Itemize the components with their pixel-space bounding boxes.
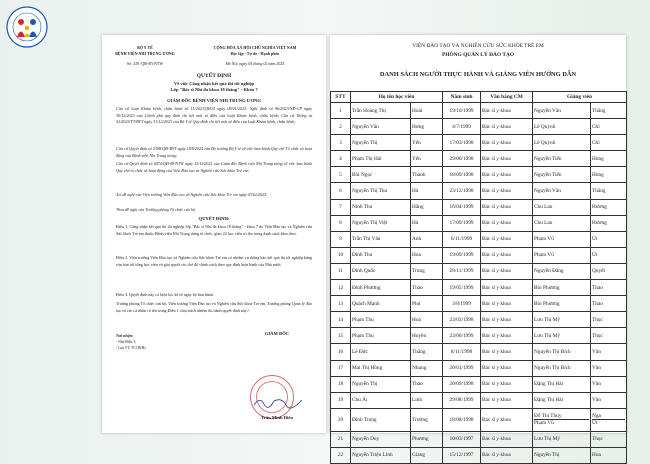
row-student-lastname: Đinh Phương <box>351 280 411 296</box>
row-student-firstname: Hoa <box>411 247 443 263</box>
row-student-lastname: Ninh Thu <box>351 199 411 215</box>
row-birth-date: 16/04/1999 <box>443 199 481 215</box>
row-student-lastname: Bùi Ngọc <box>351 167 411 183</box>
row-birth-date: 6/11/1999 <box>443 231 481 247</box>
row-lecturer-firstname: Hùng <box>591 167 627 183</box>
row-stt: 17 <box>331 360 351 376</box>
row-lecturer-firstname: Út <box>591 247 627 263</box>
recipients-title: Nơi nhận: <box>116 333 134 338</box>
row-student-lastname: Nguyễn Văn <box>351 119 411 135</box>
row-lecturer-lastname: Lưu Thị Mỹ <box>533 312 591 328</box>
decide-heading: QUYẾT ĐỊNH: <box>198 216 230 221</box>
row-student-lastname: Đinh Quốc <box>351 263 411 279</box>
row-student-lastname: Quách Mạnh <box>351 296 411 312</box>
row-lecturer-firstname: Chi <box>591 135 627 151</box>
row-student-lastname: Nguyễn Thị Việt <box>351 215 411 231</box>
table-row <box>331 199 627 215</box>
row-lecturer-firstname-1: Nga <box>592 413 601 420</box>
row-birth-date: 28/11/1999 <box>443 263 481 279</box>
table-row <box>331 135 627 151</box>
row-lecturer-lastname: Nguyễn Tiến <box>533 151 591 167</box>
row-birth-date: 18/08/1998 <box>443 408 481 431</box>
row-degree: Bác sĩ y khoa <box>481 247 533 263</box>
row-lecturer-lastname <box>533 408 591 431</box>
department-name: PHÒNG QUẢN LÝ ĐÀO TẠO <box>441 52 515 58</box>
row-student-firstname: Huyền <box>411 328 443 344</box>
row-stt: 15 <box>331 328 351 344</box>
row-student-firstname: Thảo <box>411 280 443 296</box>
row-lecturer-firstname: Vân <box>591 360 627 376</box>
row-student-lastname: Phạm Thị Hải <box>351 151 411 167</box>
row-stt: 6 <box>331 183 351 199</box>
row-student-firstname: Hưng <box>411 119 443 135</box>
row-stt: 20 <box>331 408 351 431</box>
nation-motto: Độc lập - Tự do - Hạnh phúc <box>230 51 280 56</box>
row-lecturer-lastname: Chu Lan <box>533 215 591 231</box>
row-lecturer-firstname: Vân <box>591 376 627 392</box>
row-lecturer-lastname: Nguyễn Thị Bích <box>533 360 591 376</box>
preamble-2: Căn cứ Quyết định số 2398/QĐ-BYT ngày 18/8/2024 của Bộ trưởng Bộ Y tế về việc ban hành Quy chế Tổ chức và hoạt động của Bệnh viện Nhi Trung ương; <box>116 146 312 158</box>
row-birth-date: 10/03/1997 <box>443 431 481 447</box>
row-student-lastname: Nguyễn Duy <box>351 431 411 447</box>
row-degree: Bác sĩ y khoa <box>481 183 533 199</box>
row-lecturer-lastname: Đặng Thị Hải <box>533 376 591 392</box>
row-lecturer-lastname: Nguyễn Thị <box>533 447 591 463</box>
row-lecturer-firstname: Hoa <box>591 447 627 463</box>
row-student-lastname: Phạm Thu <box>351 328 411 344</box>
row-stt: 9 <box>331 231 351 247</box>
row-student-lastname: Đinh Trọng <box>351 408 411 431</box>
row-degree: Bác sĩ y khoa <box>481 431 533 447</box>
row-degree: Bác sĩ y khoa <box>481 312 533 328</box>
row-student-lastname: Đinh Thu <box>351 247 411 263</box>
row-birth-date: 19/10/1999 <box>443 103 481 119</box>
row-lecturer-firstname-2: Út <box>592 419 625 426</box>
row-stt: 13 <box>331 296 351 312</box>
row-student-firstname: Giang <box>411 447 443 463</box>
row-student-firstname: Hằng <box>411 199 443 215</box>
row-lecturer-lastname: Nguyễn Đăng <box>533 263 591 279</box>
row-student-firstname: Thắng <box>411 344 443 360</box>
row-lecturer-firstname: Thảo <box>591 280 627 296</box>
row-lecturer-firstname: Quyết <box>591 263 627 279</box>
institute-name: VIỆN ĐÀO TẠO VÀ NGHIÊN CỨU SỨC KHỎE TRẺ EM <box>412 43 544 49</box>
table-row <box>331 392 627 408</box>
row-lecturer-lastname-1: Đỗ Thị Thùy <box>534 413 562 420</box>
row-degree: Bác sĩ y khoa <box>481 263 533 279</box>
row-lecturer-lastname: Nguyễn Tiến <box>533 167 591 183</box>
row-birth-date: 4/7/1999 <box>443 119 481 135</box>
row-lecturer-firstname: Hương <box>591 215 627 231</box>
row-student-lastname: Nguyễn Thị <box>351 135 411 151</box>
signer-title: GIÁM ĐỐC <box>264 331 290 336</box>
table-row <box>331 151 627 167</box>
row-lecturer-lastname: Lưu Thị Mỹ <box>533 328 591 344</box>
preamble-4: Xét đề nghị của Viện trưởng Viện Đào tạo và Nghiên cứu Sức khỏe Trẻ em ngày 03/02/2025; <box>116 192 268 197</box>
table-row <box>331 431 627 447</box>
hospital-name: BỆNH VIỆN NHI TRUNG ƯƠNG <box>115 51 175 56</box>
row-lecturer-lastname-2: Phạm Vũ <box>534 419 589 426</box>
preamble-5: Theo đề nghị của Trưởng phòng Tổ chức cán bộ. <box>116 207 197 212</box>
row-student-lastname: Nguyễn Thị Thu <box>351 183 411 199</box>
row-degree: Bác sĩ y khoa <box>481 199 533 215</box>
row-lecturer-firstname <box>591 408 627 431</box>
table-row <box>331 447 627 463</box>
table-row <box>331 167 627 183</box>
list-title: DANH SÁCH NGƯỜI THỰC HÀNH VÀ GIẢNG VIÊN HƯỚNG DẪN <box>379 71 577 78</box>
row-birth-date: 20/01/1999 <box>443 360 481 376</box>
row-student-lastname: Lê Đức <box>351 344 411 360</box>
row-stt: 11 <box>331 263 351 279</box>
row-birth-date: 18/09/1998 <box>443 167 481 183</box>
row-student-firstname: Anh <box>411 231 443 247</box>
row-student-firstname: Phú <box>411 296 443 312</box>
row-lecturer-lastname: Lê Quỳnh <box>533 119 591 135</box>
student-list-document <box>330 35 626 459</box>
header-stt: STT <box>331 92 351 103</box>
decision-title: QUYẾT ĐỊNH <box>196 73 232 79</box>
row-stt: 1 <box>331 103 351 119</box>
article-1: Điều 1. Công nhận kết quả thi tốt nghiệp lớp "Bác sĩ Nhi đa khoa 18 tháng" - khóa 7 do Viện Đào tạo và Nghiên cứu Sức khỏe Trẻ em thuộc Bệnh viện Nhi Trung ương tổ chức, gồm 22 học viên có tên trong danh sách kèm theo. <box>116 224 312 236</box>
row-birth-date: 17/09/1999 <box>443 215 481 231</box>
row-degree: Bác sĩ y khoa <box>481 376 533 392</box>
row-stt: 18 <box>331 376 351 392</box>
row-stt: 16 <box>331 344 351 360</box>
decision-subtitle: Về việc Công nhận kết quả thi tốt nghiệp <box>173 81 255 86</box>
row-birth-date: 23/03/1998 <box>443 312 481 328</box>
row-degree: Bác sĩ y khoa <box>481 447 533 463</box>
signature-icon <box>252 395 306 409</box>
row-lecturer-firstname: Chi <box>591 119 627 135</box>
preamble-3: Căn cứ Quyết định số 4474/QĐ-BVNTW ngày 15/11/2021 của Giám đốc Bệnh viện Nhi Trung ương về việc ban hành Quy chế tổ chức và hoạt động của Viện Đào tạo và Nghiên cứu Sức khỏe Trẻ em; <box>116 161 312 173</box>
row-stt: 19 <box>331 392 351 408</box>
row-student-firstname: Yến <box>411 151 443 167</box>
row-birth-date: 8/11/1998 <box>443 344 481 360</box>
row-degree: Bác sĩ y khoa <box>481 360 533 376</box>
table-row <box>331 280 627 296</box>
row-stt: 7 <box>331 199 351 215</box>
table-row <box>331 376 627 392</box>
row-birth-date: 3/8/1999 <box>443 296 481 312</box>
row-lecturer-lastname: Đặng Thị Hải <box>533 392 591 408</box>
row-birth-date: 15/12/1997 <box>443 447 481 463</box>
row-degree: Bác sĩ y khoa <box>481 296 533 312</box>
table-row <box>331 344 627 360</box>
row-stt: 8 <box>331 215 351 231</box>
row-birth-date: 19/09/1999 <box>443 247 481 263</box>
row-degree: Bác sĩ y khoa <box>481 408 533 431</box>
row-student-firstname: Hà <box>411 215 443 231</box>
row-lecturer-firstname: Thắng <box>591 103 627 119</box>
row-degree: Bác sĩ y khoa <box>481 103 533 119</box>
row-birth-date: 23/06/1999 <box>443 328 481 344</box>
row-lecturer-lastname: Lê Quỳnh <box>533 135 591 151</box>
article-3: Điều 3. Quyết định này có hiệu lực kể từ ngày ký ban hành. <box>116 292 214 297</box>
row-stt: 12 <box>331 280 351 296</box>
row-stt: 10 <box>331 247 351 263</box>
header-degree: Văn bằng CM <box>481 92 533 103</box>
row-birth-date: 17/03/1998 <box>443 135 481 151</box>
row-stt: 5 <box>331 167 351 183</box>
row-degree: Bác sĩ y khoa <box>481 392 533 408</box>
document-date: Hà Nội, ngày 05 tháng 02 năm 2025 <box>225 61 285 66</box>
preamble-1: Căn cứ Luật Khám bệnh, chữa bệnh số 15/2023/QH15 ngày 09/01/2023; Nghị định số 96/2023/NĐ-CP ngày 30/12/2023 của Chính phủ quy định chi tiết một số điều của Luật Khám bệnh, chữa bệnh; Căn cứ Thông tư 32/2023/TT-BYT ngày 31/12/2023 của Bộ Y tế Quy định chi tiết một số điều của Luật Khám bệnh, chữa bệnh; <box>116 106 312 125</box>
row-lecturer-firstname: Vân <box>591 392 627 408</box>
row-degree: Bác sĩ y khoa <box>481 167 533 183</box>
row-student-lastname: Mai Thị Hồng <box>351 360 411 376</box>
row-degree: Bác sĩ y khoa <box>481 344 533 360</box>
row-lecturer-firstname: Thục <box>591 312 627 328</box>
row-lecturer-firstname: Hùng <box>591 151 627 167</box>
row-student-lastname: Nguyễn Triệu Linh <box>351 447 411 463</box>
row-degree: Bác sĩ y khoa <box>481 280 533 296</box>
row-lecturer-firstname: Thắng <box>591 183 627 199</box>
article-4: Trưởng phòng Tổ chức cán bộ, Viện trưởng Viện Đào tạo và Nghiên cứu Sức khỏe Trẻ em, Trưởng phòng Quản lý đào tạo và các cá nhân có tên trong Điều 1 chịu trách nhiệm thi hành quyết định này./. <box>116 301 312 313</box>
table-row <box>331 119 627 135</box>
row-student-firstname: Linh <box>411 392 443 408</box>
row-lecturer-firstname: Hương <box>591 199 627 215</box>
row-student-firstname: Hoài <box>411 103 443 119</box>
row-degree: Bác sĩ y khoa <box>481 215 533 231</box>
table-row <box>331 312 627 328</box>
table-row <box>331 263 627 279</box>
table-row <box>331 328 627 344</box>
row-lecturer-firstname: Thục <box>591 328 627 344</box>
nation-name: CỘNG HÒA XÃ HỘI CHỦ NGHĨA VIỆT NAM <box>213 45 297 50</box>
row-birth-date: 20/09/1998 <box>443 376 481 392</box>
hospital-logo-icon <box>6 6 48 48</box>
row-student-firstname: Yến <box>411 135 443 151</box>
header-student-name: Họ tên học viên <box>351 92 443 103</box>
row-degree: Bác sĩ y khoa <box>481 119 533 135</box>
row-student-firstname: Trường <box>411 408 443 431</box>
row-student-lastname: Nguyễn Thị <box>351 376 411 392</box>
article-2: Điều 2. Viện trưởng Viện Đào tạo và Nghiên cứu Sức khỏe Trẻ em có nhiệm vụ thông báo kết quả thi tốt nghiệp bằng văn bản tới từng học viên và giải quyết các chế độ chính sách theo quy định hiện hành của Nhà nước. <box>116 255 312 267</box>
table-row <box>331 183 627 199</box>
row-student-firstname: Hoà <box>411 312 443 328</box>
row-degree: Bác sĩ y khoa <box>481 231 533 247</box>
row-stt: 21 <box>331 431 351 447</box>
row-lecturer-firstname: Vân <box>591 344 627 360</box>
row-student-lastname: Phạm Thu <box>351 312 411 328</box>
row-lecturer-lastname: Nguyễn Văn <box>533 103 591 119</box>
row-student-lastname: Trần Hoàng Thị <box>351 103 411 119</box>
row-lecturer-lastname: Phạm Vũ <box>533 247 591 263</box>
decision-authority: GIÁM ĐỐC BỆNH VIỆN NHI TRUNG ƯƠNG <box>167 98 261 103</box>
decision-class: Lớp "Bác sĩ Nhi đa khoa 18 tháng" - Khóa 7 <box>170 87 258 92</box>
document-number: Số: 439 /QĐ-BVNTW <box>126 61 164 66</box>
row-lecturer-lastname: Lưu Thị Mỹ <box>533 431 591 447</box>
row-student-lastname: Trần Thị Vân <box>351 231 411 247</box>
header-birth-date: Năm sinh <box>443 92 481 103</box>
row-lecturer-firstname: Út <box>591 231 627 247</box>
table-row <box>331 247 627 263</box>
row-degree: Bác sĩ y khoa <box>481 328 533 344</box>
row-birth-date: 29/08/1999 <box>443 392 481 408</box>
table-row <box>331 360 627 376</box>
row-degree: Bác sĩ y khoa <box>481 135 533 151</box>
recipient-1: - Như Điều 3; <box>116 340 137 344</box>
row-stt: 22 <box>331 447 351 463</box>
header-lecturer: Giảng viên <box>533 92 627 103</box>
recipient-2: - Lưu VT, TCCB(H). <box>116 346 147 350</box>
table-row <box>331 296 627 312</box>
row-student-firstname: Trung <box>411 263 443 279</box>
row-student-firstname: Thảo <box>411 376 443 392</box>
row-lecturer-lastname: Chu Lan <box>533 199 591 215</box>
row-student-firstname: Phương <box>411 431 443 447</box>
row-stt: 14 <box>331 312 351 328</box>
ministry-name: BỘ Y TẾ <box>137 45 153 50</box>
row-student-firstname: Thành <box>411 167 443 183</box>
table-row <box>331 215 627 231</box>
row-lecturer-lastname: Nguyễn Thị Bích <box>533 344 591 360</box>
row-lecturer-lastname: Nguyễn Văn <box>533 183 591 199</box>
row-birth-date: 19/05/1999 <box>443 280 481 296</box>
row-lecturer-firstname: Thục <box>591 431 627 447</box>
row-birth-date: 23/12/1998 <box>443 183 481 199</box>
row-lecturer-lastname: Bùi Phương <box>533 296 591 312</box>
row-stt: 2 <box>331 119 351 135</box>
row-birth-date: 29/06/1998 <box>443 151 481 167</box>
table-row <box>331 103 627 119</box>
row-lecturer-firstname: Thảo <box>591 296 627 312</box>
signer-name: Trần Minh Điển <box>261 415 293 420</box>
table-row <box>331 231 627 247</box>
row-student-lastname: Chu Ái <box>351 392 411 408</box>
table-header-row <box>331 92 627 103</box>
student-table <box>330 91 627 464</box>
row-student-firstname: Hà <box>411 183 443 199</box>
row-lecturer-lastname: Bùi Phương <box>533 280 591 296</box>
row-lecturer-lastname: Phạm Vũ <box>533 231 591 247</box>
row-stt: 4 <box>331 151 351 167</box>
table-row <box>331 408 627 431</box>
row-student-firstname: Nhung <box>411 360 443 376</box>
decision-document <box>102 35 326 433</box>
row-stt: 3 <box>331 135 351 151</box>
row-degree: Bác sĩ y khoa <box>481 151 533 167</box>
